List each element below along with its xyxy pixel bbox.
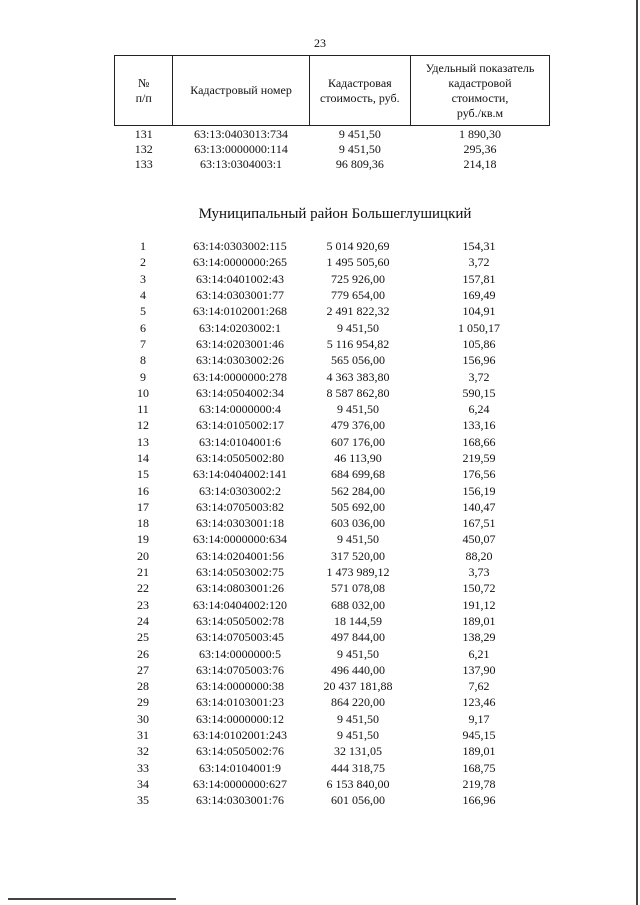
cell-cadastral-value: 688 032,00 [331,597,385,612]
cell-number: 131 [134,126,153,141]
cell-cadastral-value: 496 440,00 [331,662,385,677]
table-row [114,238,550,254]
table-row [114,678,550,694]
cell-specific-value: 166,96 [462,793,496,808]
table-row [114,776,550,792]
cell-number: 15 [137,467,149,482]
cell-specific-value: 88,20 [465,548,493,563]
cell-specific-value: 138,29 [462,630,496,645]
header-col-specific-value-label: Удельный показатель кадастровой стоимости, руб./кв.м [425,60,535,120]
table-row [114,271,550,287]
cell-number: 30 [137,711,149,726]
cell-cadastral-value: 9 451,50 [337,711,379,726]
cell-number: 31 [137,728,149,743]
table-header [114,55,550,171]
table-row [114,401,550,417]
cell-cadastral-value: 8 587 862,80 [326,385,390,400]
cell-number: 26 [137,646,149,661]
cell-cadastral-number: 63:14:0303002:2 [198,483,281,498]
cell-specific-value: 1 890,30 [458,126,501,141]
cell-cadastral-value: 1 473 989,12 [326,565,390,580]
table-row [115,141,550,156]
cell-cadastral-value: 9 451,50 [338,126,381,141]
cell-number: 3 [140,271,146,286]
cell-cadastral-number: 63:14:0000000:4 [198,402,281,417]
cell-number: 23 [137,597,149,612]
cell-cadastral-number: 63:14:0401002:43 [195,271,284,286]
cell-number: 5 [140,304,146,319]
table-row [114,694,550,710]
table-row [114,499,550,515]
cell-cadastral-number: 63:14:0000000:12 [195,711,284,726]
table-row [114,482,550,498]
cell-cadastral-number: 63:13:0000000:114 [194,141,288,156]
cell-cadastral-number: 63:14:0303001:18 [195,516,284,531]
cell-specific-value: 105,86 [462,336,496,351]
cell-specific-value: 219,78 [462,776,496,791]
cell-cadastral-number: 63:14:0505002:80 [195,451,284,465]
cell-cadastral-value: 607 176,00 [331,434,385,449]
cell-cadastral-number: 63:14:0404002:120 [192,597,287,612]
cell-cadastral-value: 601 056,00 [331,793,385,808]
cell-number: 14 [137,451,149,465]
cell-cadastral-value: 565 056,00 [331,353,385,368]
cell-specific-value: 7,62 [468,679,490,694]
cell-number: 29 [137,695,149,710]
data-table [114,238,550,808]
cell-specific-value: 1 050,17 [458,320,500,335]
cell-cadastral-number: 63:14:0705003:82 [195,499,284,514]
table-row [114,352,550,368]
cell-cadastral-number: 63:14:0104001:6 [198,434,281,449]
cell-number: 8 [140,353,146,368]
cell-specific-value: 3,72 [468,255,490,270]
table-row [114,303,550,319]
cell-cadastral-value: 725 926,00 [331,271,385,286]
table-row [114,711,550,727]
cell-cadastral-number: 63:14:0505002:78 [195,613,284,628]
cell-specific-value: 450,07 [462,532,496,547]
cell-cadastral-number: 63:14:0104001:9 [198,760,281,775]
cell-specific-value: 154,31 [462,239,496,254]
cell-number: 22 [137,581,149,596]
cell-cadastral-number: 63:14:0303001:77 [195,288,284,303]
cell-number: 19 [137,532,149,547]
table-row [114,727,550,743]
cell-cadastral-number: 63:14:0505002:76 [195,744,284,759]
cell-cadastral-number: 63:14:0803001:26 [195,581,284,596]
cell-number: 10 [137,385,149,400]
cell-cadastral-value: 1 495 505,60 [326,255,390,270]
cell-cadastral-value: 497 844,00 [331,630,385,645]
cell-specific-value: 137,90 [462,662,496,677]
cell-number: 9 [140,369,146,384]
cell-specific-value: 214,18 [463,156,497,171]
cell-number: 33 [137,760,149,775]
cell-cadastral-number: 63:14:0204001:56 [195,548,284,563]
cell-cadastral-value: 603 036,00 [331,516,385,531]
cell-specific-value: 156,19 [462,483,496,498]
cell-cadastral-value: 18 144,59 [334,613,382,628]
cell-number: 133 [134,156,153,171]
cell-specific-value: 189,01 [462,613,496,628]
cell-number: 12 [137,418,149,433]
cell-specific-value: 3,72 [468,369,490,384]
cell-number: 13 [137,434,149,449]
cell-cadastral-number: 63:14:0000000:38 [195,679,284,694]
section-title: Муниципальный район Большеглушицкий [198,206,472,222]
table-row [114,385,550,401]
cell-specific-value: 150,72 [462,581,496,596]
cell-cadastral-number: 63:14:0000000:265 [192,255,287,270]
table-row [114,662,550,678]
header-col-number [115,56,173,126]
table-row [114,434,550,450]
cell-cadastral-number: 63:14:0503002:75 [195,565,284,580]
cell-specific-value: 945,15 [462,728,496,743]
cell-specific-value: 169,49 [462,288,496,303]
table-row [114,466,550,482]
cell-number: 35 [137,793,149,808]
cell-number: 6 [140,320,146,335]
cell-specific-value: 295,36 [463,141,497,156]
header-col-cadastral-value [309,56,410,126]
cell-cadastral-number: 63:14:0705003:76 [195,662,284,677]
cell-number: 16 [137,483,149,498]
table-row [114,629,550,645]
cell-cadastral-number: 63:14:0000000:634 [192,532,287,547]
header-col-cadastral-number [173,56,309,126]
table-row [114,597,550,613]
table-row [114,564,550,580]
cell-specific-value: 9,17 [468,711,490,726]
table-row [115,126,550,142]
page-number: 23 [314,36,326,50]
cell-number: 32 [137,744,149,759]
scan-edge-line [636,0,638,905]
cell-cadastral-value: 317 520,00 [331,548,385,563]
cell-specific-value: 168,75 [462,760,496,775]
cell-cadastral-value: 684 699,68 [331,467,385,482]
cell-number: 7 [140,336,146,351]
cell-number: 2 [140,255,146,270]
cell-cadastral-value: 2 491 822,32 [326,304,390,319]
cell-cadastral-value: 9 451,50 [338,141,381,156]
cell-cadastral-value: 5 014 920,69 [326,239,390,254]
cell-cadastral-value: 444 318,75 [331,760,385,775]
cell-cadastral-number: 63:14:0103001:23 [195,695,284,710]
table-row [114,580,550,596]
cell-cadastral-value: 46 113,90 [334,451,382,465]
cell-specific-value: 157,81 [462,271,496,286]
cell-cadastral-number: 63:14:0303002:26 [195,353,284,368]
cell-cadastral-value: 4 363 383,80 [326,369,390,384]
cell-specific-value: 123,46 [462,695,496,710]
table-row [114,792,550,808]
cell-cadastral-value: 562 284,00 [331,483,385,498]
cell-specific-value: 189,01 [462,744,496,759]
cell-number: 1 [140,239,146,254]
cell-cadastral-number: 63:13:0403013:734 [194,126,289,141]
cell-number: 27 [137,662,149,677]
header-col-specific-value [410,56,549,126]
header-row [115,56,550,126]
cell-cadastral-number: 63:14:0705003:45 [195,630,284,645]
cell-number: 25 [137,630,149,645]
cell-cadastral-value: 5 116 954,82 [326,336,390,351]
table-row [114,548,550,564]
cell-specific-value: 133,16 [462,418,496,433]
cell-specific-value: 167,51 [462,516,496,531]
cell-cadastral-number: 63:13:0304003:1 [200,156,283,171]
table-row [114,368,550,384]
cell-cadastral-value: 505 692,00 [331,499,385,514]
table-row [114,254,550,270]
cell-cadastral-number: 63:14:0404002:141 [192,467,287,482]
cell-cadastral-value: 864 220,00 [331,695,385,710]
cell-cadastral-number: 63:14:0105002:17 [195,418,284,433]
cell-number: 20 [137,548,149,563]
scan-bottom-line [8,898,176,900]
cell-number: 34 [137,776,149,791]
cell-number: 21 [137,565,149,580]
table-row [114,417,550,433]
cell-number: 24 [137,613,149,628]
cell-cadastral-value: 479 376,00 [331,418,385,433]
table-row [114,760,550,776]
cell-cadastral-number: 63:14:0000000:5 [198,646,281,661]
cell-cadastral-value: 9 451,50 [337,532,379,547]
cell-number: 132 [134,141,153,156]
cell-specific-value: 590,15 [462,385,496,400]
table-row [114,613,550,629]
cell-cadastral-value: 9 451,50 [337,646,379,661]
cell-cadastral-value: 9 451,50 [337,402,379,417]
cell-cadastral-number: 63:14:0303001:76 [195,793,284,808]
cell-specific-value: 156,96 [462,353,496,368]
cell-number: 18 [137,516,149,531]
cell-number: 17 [137,499,149,514]
cell-specific-value: 104,91 [462,304,496,319]
cell-specific-value: 219,59 [462,451,496,465]
cell-cadastral-value: 779 654,00 [331,288,385,303]
table-row [115,156,550,171]
table-row [114,287,550,303]
cell-specific-value: 6,24 [468,402,490,417]
table-row [114,336,550,352]
table-row [114,450,550,466]
cell-number: 11 [137,402,149,417]
cell-cadastral-number: 63:14:0102001:268 [192,304,287,319]
cell-cadastral-value: 9 451,50 [337,728,379,743]
table-row [114,319,550,335]
cell-cadastral-value: 20 437 181,88 [323,679,393,694]
cell-number: 28 [137,679,149,694]
cell-specific-value: 140,47 [462,499,496,514]
cell-specific-value: 168,66 [462,434,496,449]
header-col-cadastral-number-label: Кадастровый номер [190,83,292,97]
cell-cadastral-value: 571 078,08 [331,581,385,596]
cell-specific-value: 3,73 [468,565,490,580]
table-row [114,743,550,759]
cell-cadastral-number: 63:14:0000000:278 [192,369,287,384]
table-row [114,645,550,661]
cell-specific-value: 6,21 [468,646,490,661]
cell-cadastral-number: 63:14:0504002:34 [195,385,284,400]
cell-cadastral-value: 32 131,05 [334,744,382,759]
cell-cadastral-number: 63:14:0000000:627 [192,776,287,791]
table-row [114,515,550,531]
cell-cadastral-value: 6 153 840,00 [326,776,390,791]
cell-cadastral-value: 9 451,50 [337,320,379,335]
cell-number: 4 [140,288,146,303]
header-col-number-label: № п/п [135,75,152,105]
cell-cadastral-number: 63:14:0203001:46 [195,336,284,351]
table-row [114,531,550,547]
cell-cadastral-number: 63:14:0303002:115 [193,239,287,254]
cell-specific-value: 191,12 [462,597,496,612]
cell-cadastral-number: 63:14:0203002:1 [198,320,281,335]
cell-cadastral-value: 96 809,36 [335,156,384,171]
cell-cadastral-number: 63:14:0102001:243 [192,728,287,743]
header-col-cadastral-value-label: Кадастровая стоимость, руб. [320,75,400,105]
cell-specific-value: 176,56 [462,467,496,482]
